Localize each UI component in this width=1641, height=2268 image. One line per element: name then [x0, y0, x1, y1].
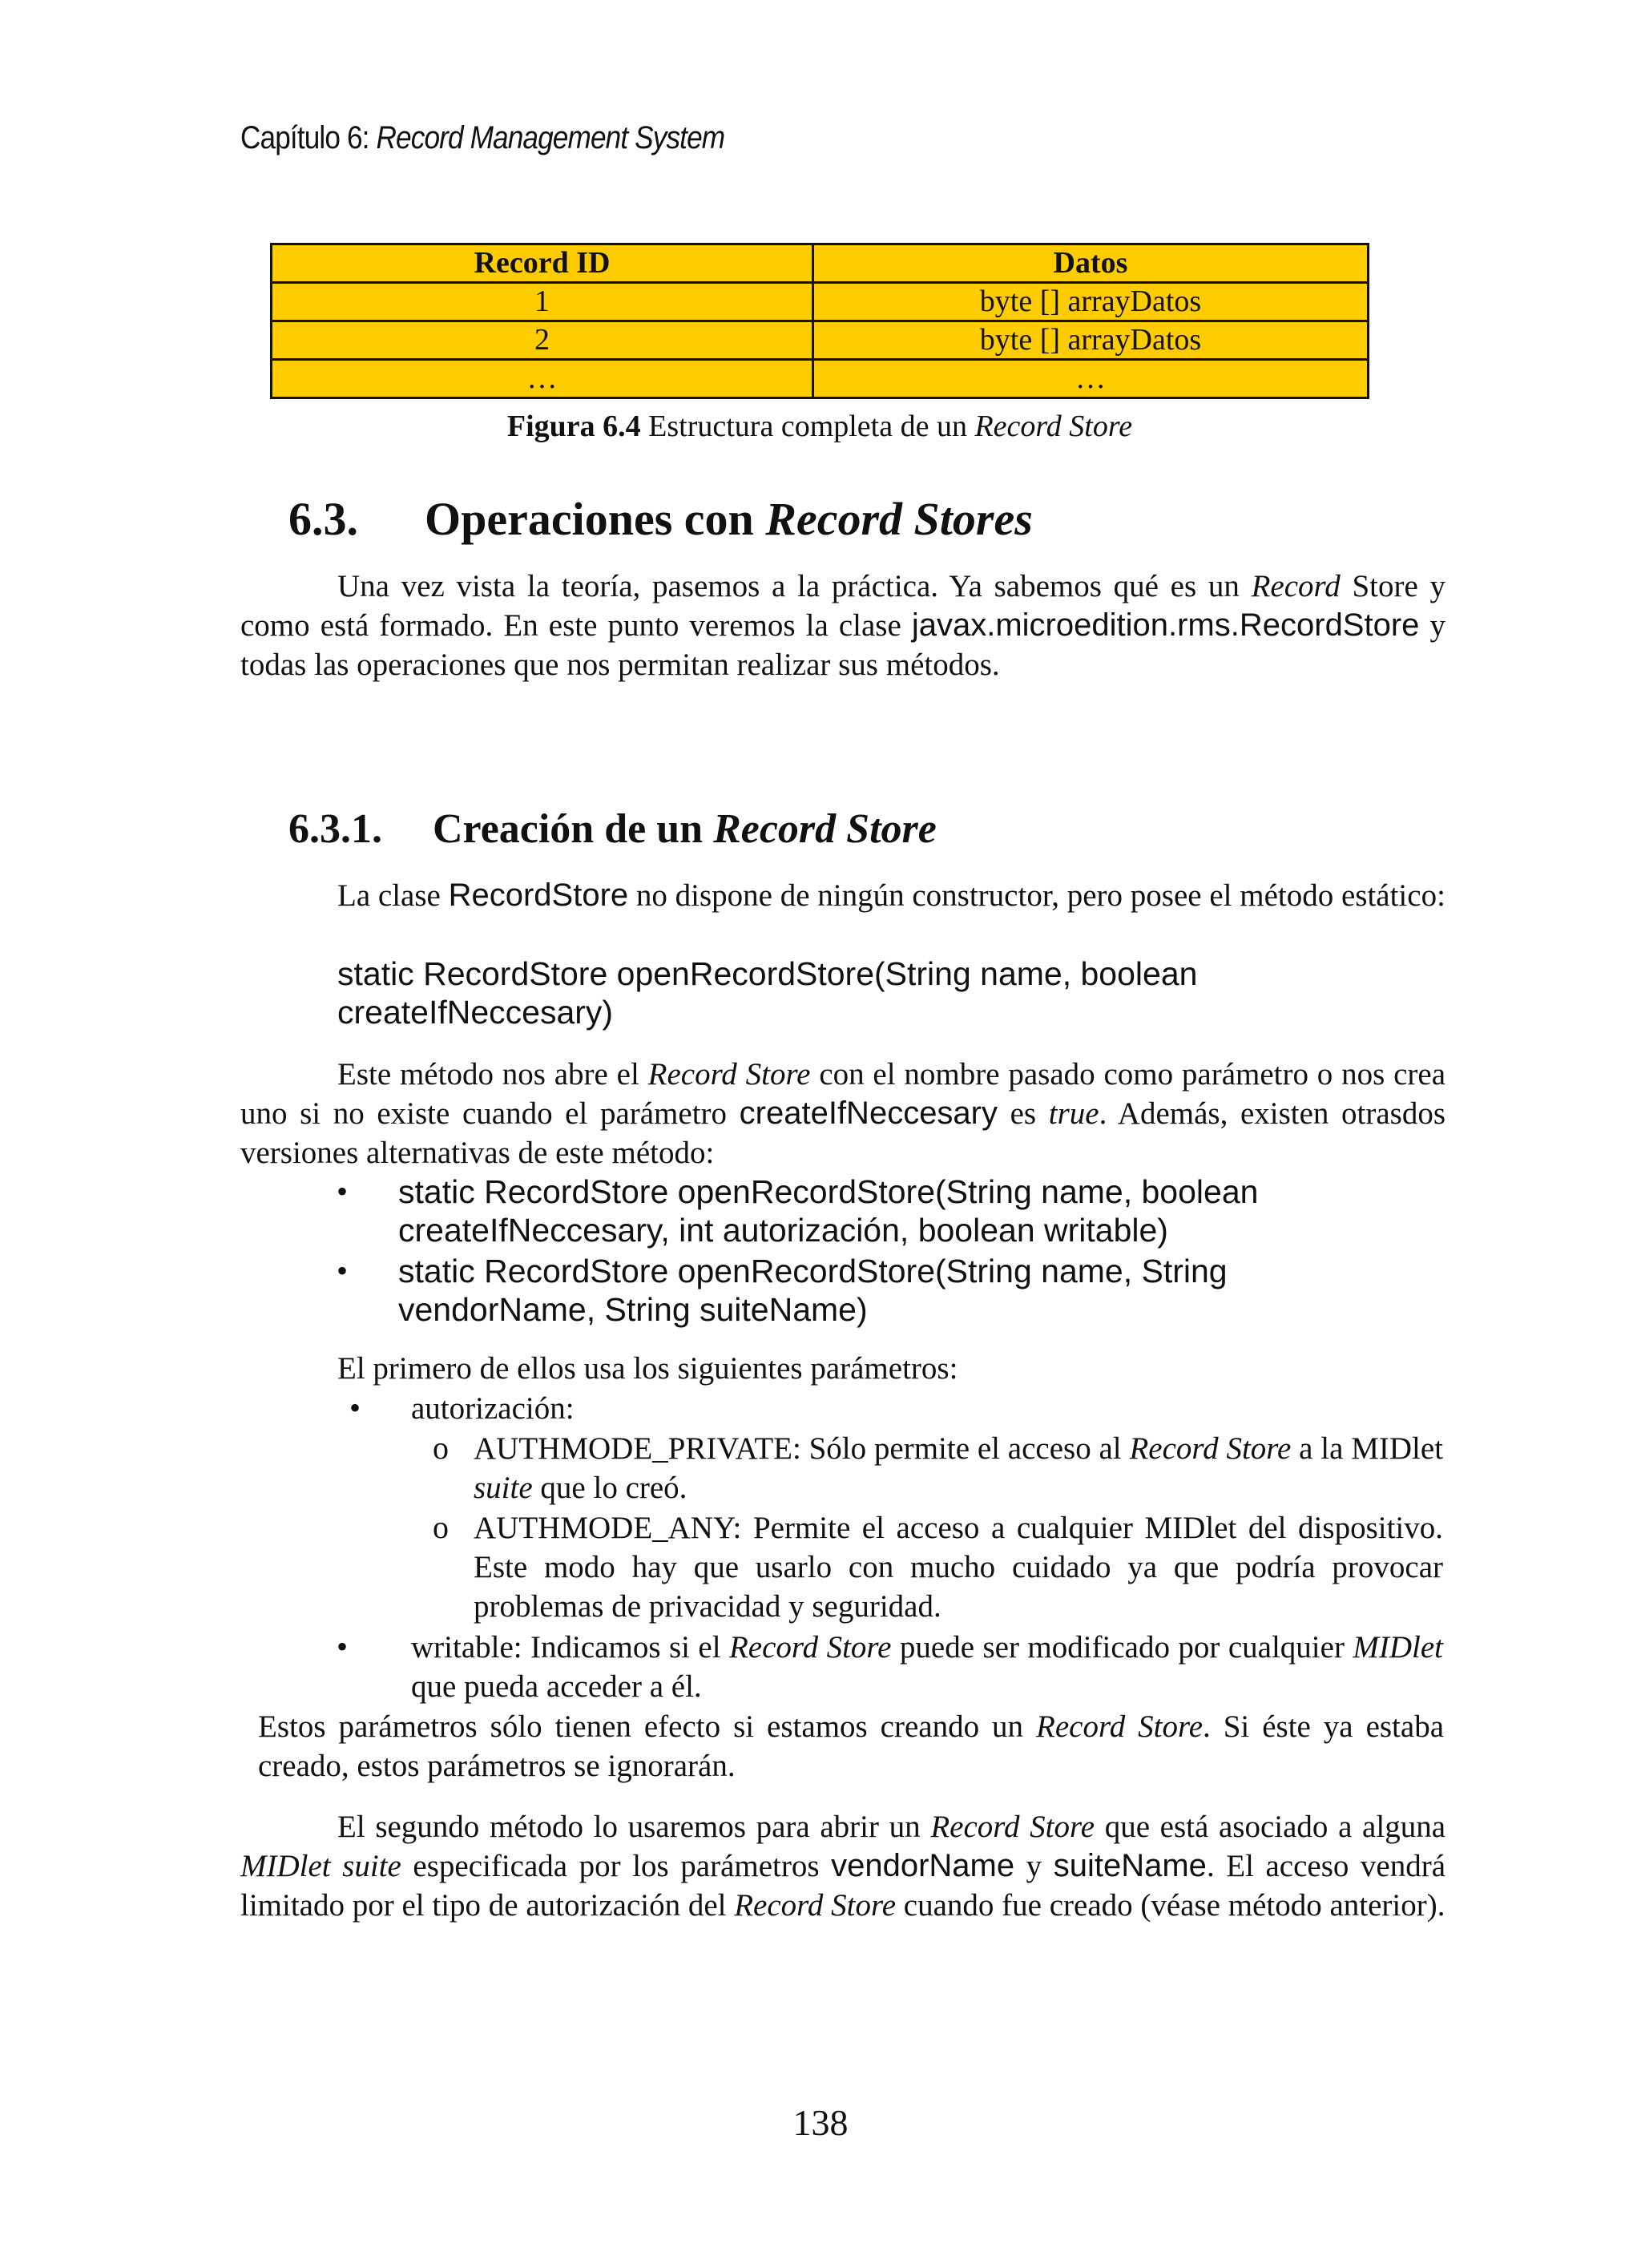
caption-text: Estructura completa de un	[648, 410, 967, 443]
figure-caption	[270, 409, 1369, 444]
intro-paragraph: Una vez vista la teoría, pasemos a la práctica. Ya sabemos qué es un Record Store y como está formado. En este punto veremos la clase javax.microedition.rms.RecordStore y todas las operaciones que nos permitan realizar sus métodos.	[240, 569, 1446, 682]
table-row	[272, 321, 1369, 360]
param-private: AUTHMODE_PRIVATE: Sólo permite el acceso al Record Store a la MIDlet suite que lo creó.	[474, 1431, 1444, 1505]
param-name: suiteName	[1053, 1848, 1207, 1883]
param-autorizacion: autorización:	[411, 1391, 575, 1426]
table-cell: …	[813, 360, 1369, 398]
table-cell: byte [] arrayDatos	[813, 321, 1369, 360]
table-cell: byte [] arrayDatos	[813, 283, 1369, 321]
alt-signature-1: static RecordStore openRecordStore(String name, boolean createIfNeccesary, int autorización, boolean writable)	[398, 1173, 1259, 1249]
paragraph-constructor: La clase RecordStore no dispone de ningún constructor, pero posee el método estático:	[337, 878, 1445, 913]
table-header-row	[272, 244, 1369, 283]
subsection-title: Creación de un	[433, 806, 704, 852]
bullet: •	[337, 1628, 349, 1665]
section-number: 6.3.	[288, 493, 358, 545]
header-title: Record Management System	[376, 120, 725, 155]
bullet: •	[349, 1390, 361, 1426]
section-heading	[288, 492, 1033, 546]
table-header-cell: Record ID	[272, 244, 813, 283]
table-header-cell: Datos	[813, 244, 1369, 283]
page-number: 138	[792, 2102, 849, 2143]
method-signature: static RecordStore openRecordStore(String name, boolean createIfNeccesary)	[337, 955, 1198, 1031]
paragraph-params-intro: El primero de ellos usa los siguientes parámetros:	[337, 1351, 958, 1386]
caption-label: Figura 6.4	[506, 410, 641, 443]
paragraph-method-description: Este método nos abre el Record Store con el nombre pasado como parámetro o nos crea uno si no existe cuando el parámetro createIfNeccesary es true. Además, existen otrasdos versiones alternativas de este método:	[240, 1057, 1446, 1170]
table-row	[272, 360, 1369, 398]
bullet: •	[337, 1253, 349, 1289]
record-store-table	[270, 243, 1369, 399]
table-cell: …	[272, 360, 813, 398]
param-writable: writable: Indicamos si el Record Store puede ser modificado por cualquier MIDlet que pueda acceder a él.	[411, 1630, 1443, 1704]
subsection-number: 6.3.1.	[288, 806, 382, 852]
table-cell: 2	[272, 321, 813, 360]
subsection-heading	[288, 805, 937, 853]
alt-signature-2: static RecordStore openRecordStore(String name, String vendorName, String suiteName)	[398, 1253, 1228, 1328]
bullet: •	[337, 1173, 349, 1209]
param-name: createIfNeccesary	[739, 1096, 998, 1131]
table-cell: 1	[272, 283, 813, 321]
param-any: AUTHMODE_ANY: Permite el acceso a cualquier MIDlet del dispositivo. Este modo hay que usarlo con mucho cuidado ya que podría provocar problemas de privacidad y seguridad.	[474, 1511, 1443, 1624]
subsection-title-italic: Record Store	[713, 806, 937, 852]
param-name: vendorName	[831, 1848, 1015, 1883]
params-note: Estos parámetros sólo tienen efecto si estamos creando un Record Store. Si éste ya estaba creado, estos parámetros se ignorarán.	[258, 1709, 1445, 1783]
sub-bullet: o	[433, 1509, 449, 1545]
sub-bullet: o	[433, 1430, 449, 1466]
header-chapter: Capítulo 6:	[240, 120, 369, 155]
section-title-italic: Record Stores	[765, 493, 1033, 545]
caption-italic: Record Store	[974, 410, 1133, 443]
section-title: Operaciones con	[425, 493, 754, 545]
table-row	[272, 283, 1369, 321]
class-name: javax.microedition.rms.RecordStore	[911, 607, 1420, 643]
class-name: RecordStore	[448, 878, 629, 913]
running-header	[240, 120, 724, 156]
paragraph-second-method: El segundo método lo usaremos para abrir un Record Store que está asociado a alguna MIDlet suite especificada por los parámetros vendorName y suiteName. El acceso vendrá limitado por el tipo de autorización del Record Store cuando fue creado (véase método anterior).	[240, 1810, 1446, 1923]
